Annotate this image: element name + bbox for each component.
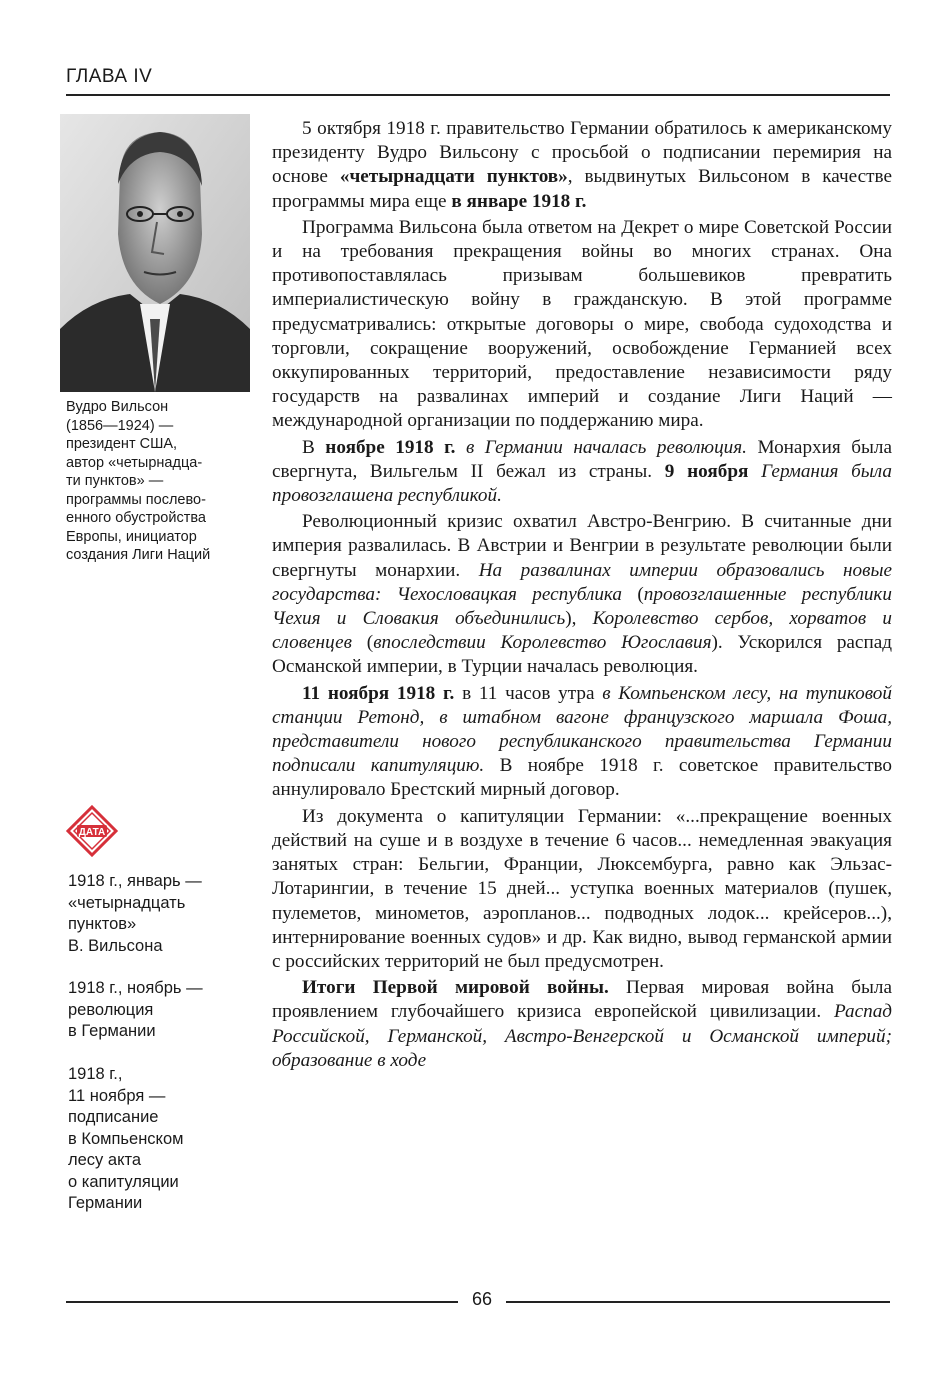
date-note-line: в Германии <box>68 1022 156 1040</box>
portrait-image <box>60 114 250 392</box>
date-note-line: пунктов» <box>68 915 137 933</box>
date-note-line: 11 ноября — <box>68 1086 166 1105</box>
date-icon <box>66 805 118 857</box>
footer-rule-right <box>506 1301 890 1303</box>
chapter-heading: ГЛАВА IV <box>66 66 153 87</box>
footer-rule-left <box>66 1301 458 1303</box>
date-note-line: подписание <box>68 1108 159 1126</box>
paragraph-austria-hungary: Революционный кризис охватил Австро-Венгрию. В считанные дни империя развалилась. В Австрии и Венгрии в результате революции были свергнуты монархии. На развалинах империи образовались новые государства: Чехословацкая республика (провозглашенные республики Чехия и Словакия объединились), Королевство сербов, хорватов и словенцев (впоследствии Королевство Югославия). Ускорился распад Османской империи, в Турции началась революция. <box>272 511 892 678</box>
date-note-line: 1918 г., январь — <box>68 872 202 890</box>
paragraph-war-results: Итоги Первой мировой войны. Первая мировая война была проявлением глубочайшего кризиса европейской цивилизации. Распад Российской, Германской, Австро-Венгерской и Османской империй; образование в ходе <box>272 977 892 1071</box>
portrait-photo <box>60 114 250 392</box>
caption-line: ти пунктов» — <box>66 473 164 489</box>
date-icon-label: ДАТА <box>78 827 106 838</box>
paragraph-capitulation-document: Из документа о капитуляции Германии: «...прекращение военных действий на суше и в воздухе в течение 6 часов... немедленная эвакуация занятых стран: Бельгии, Франции, Люксембурга, равно как Эльзас-Лотарингии, в течение 15 дней... уступка военных материалов (пушек, пулеметов, минометов, аэропланов... подводных лодок... крейсеров...), интернирование военных судов» и др. Как видно, вывод германской армии с российских территорий не был предусмотрен. <box>272 805 892 972</box>
caption-line: создания Лиги Наций <box>66 547 211 563</box>
date-note-line: в Компьенском <box>68 1129 184 1148</box>
date-note-line: «четырнадцать <box>68 893 186 912</box>
paragraph-german-revolution: В ноябре 1918 г. в Германии началась революция. Монархия была свергнута, Вильгельм II бежал из страны. 9 ноября Германия была провозглашена республикой. <box>272 436 892 507</box>
paragraph-wilson-request: 5 октября 1918 г. правительство Германии обратилось к американскому президенту Вудро Вильсону с просьбой о подписании перемирия на основе «четырнадцати пунктов», выдвинутых Вильсоном в качестве программы мира еще в январе 1918 г. <box>272 118 893 212</box>
date-note-line: 1918 г., ноябрь — <box>68 979 203 997</box>
paragraph-compiegne: 11 ноября 1918 г. в 11 часов утра в Компьенском лесу, на тупиковой станции Ретонд, в штабном вагоне французского маршала Фоша, представители нового республиканского правительства Германии подписали капитуляцию. В ноябре 1918 г. советское правительство аннулировало Брестский мирный договор. <box>272 682 892 801</box>
caption-line: Вудро Вильсон <box>66 399 169 415</box>
date-note-line: революция <box>68 1000 154 1019</box>
date-note-line: о капитуляции <box>68 1172 179 1191</box>
header-rule <box>66 94 890 96</box>
date-note-line: лесу акта <box>68 1151 142 1169</box>
page-number: 66 <box>471 1289 493 1309</box>
caption-line: (1856—1924) — <box>66 417 174 434</box>
date-note-line: Германии <box>68 1194 143 1212</box>
date-note-capitulation <box>68 1064 248 1215</box>
caption-line: президент США, <box>66 436 178 452</box>
date-note-line: 1918 г., <box>68 1065 123 1083</box>
caption-line: автор «четырнадца- <box>66 454 203 471</box>
date-note-november <box>68 978 248 1043</box>
portrait-caption <box>66 398 246 565</box>
date-note-january <box>68 871 248 957</box>
date-note-line: В. Вильсона <box>68 936 163 955</box>
paragraph-wilson-program: Программа Вильсона была ответом на Декрет о мире Советской России и на требования прекращения войны во многих странах. Она противопоставлялась призывам большевиков превратить империалистическую войну в гражданскую. В этой программе предусматривались: открытые договоры о мире, свобода судоходства и торговли, сокращение вооружений, освобождение Германией всех оккупированных территорий, предоставление независимости ряду государств на развалинах империй и создание Лиги Наций — международной организации по поддержанию мира. <box>272 216 892 432</box>
caption-line: программы послево- <box>66 491 206 508</box>
caption-line: енного обустройства <box>66 510 206 526</box>
caption-line: Европы, инициатор <box>66 528 197 545</box>
main-text <box>272 117 892 1075</box>
